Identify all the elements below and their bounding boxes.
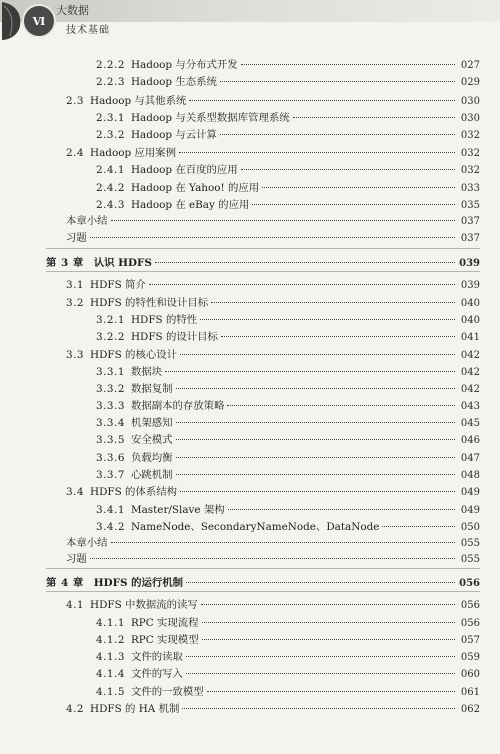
toc-entry-title: Hadoop 在 eBay 的应用 (130, 199, 250, 211)
toc-entry-page: 030 (460, 113, 480, 124)
toc-entry-page: 056 (459, 578, 480, 589)
dot-leader (221, 336, 455, 337)
toc-entry-page: 037 (460, 216, 480, 227)
toc-entry (66, 550, 480, 566)
toc-entry-title: RPC 实现模型 (130, 634, 199, 646)
dot-leader (201, 604, 455, 605)
toc-entry-title: HDFS 的 HA 机制 (90, 703, 180, 715)
toc-entry-title: NameNode、SecondaryNameNode、DataNode (130, 521, 380, 533)
toc-entry (66, 276, 480, 292)
toc-entry-number: 2.4.1 (96, 164, 125, 176)
toc-entry-number: 3.3.1 (96, 366, 125, 378)
toc-entry-title: 文件的读取 (130, 651, 183, 663)
toc-entry-number: 3.3.5 (96, 434, 125, 446)
toc-entry-title: HDFS 的特性和设计目标 (90, 297, 209, 309)
dot-leader (211, 302, 455, 303)
dot-leader (227, 405, 455, 406)
toc-entry (96, 109, 480, 125)
chapter-divider (46, 271, 480, 272)
toc-entry-page: 037 (460, 233, 480, 244)
dot-leader (165, 371, 455, 372)
toc-entry-page: 060 (460, 669, 480, 680)
dot-leader (186, 673, 455, 674)
toc-entry-page: 057 (460, 635, 480, 646)
toc-entry-page: 056 (460, 600, 480, 611)
toc-entry-number: 2.3.2 (96, 129, 125, 141)
toc-entry-number: 2.4 (66, 147, 85, 159)
toc-entry (96, 196, 480, 212)
toc-entry-page: 056 (460, 618, 480, 629)
dot-leader (262, 187, 455, 188)
dot-leader (182, 708, 455, 709)
toc-entry-number: 3.3.6 (96, 452, 125, 464)
dot-leader (202, 639, 455, 640)
toc-entry-page: 046 (460, 435, 480, 446)
toc-entry-page: 030 (460, 96, 480, 107)
toc-entry (66, 700, 480, 716)
toc-entry-number: 第 3 章 (46, 257, 84, 269)
toc-entry (66, 212, 480, 228)
toc-entry (96, 683, 480, 699)
dot-leader (207, 691, 455, 692)
dot-leader (180, 491, 455, 492)
toc-entry (66, 596, 480, 612)
toc-entry-page: 042 (460, 350, 480, 361)
toc-entry-page: 042 (460, 384, 480, 395)
toc-entry (96, 179, 480, 195)
toc-entry-page: 039 (460, 280, 480, 291)
toc-entry (96, 380, 480, 396)
toc-entry-page: 032 (460, 165, 480, 176)
toc-entry-title: HDFS 的特性 (130, 314, 198, 326)
toc-entry-title: HDFS 的设计目标 (130, 331, 218, 343)
dot-leader (220, 134, 455, 135)
toc-entry-title: Hadoop 在百度的应用 (130, 164, 238, 176)
dot-leader (382, 526, 455, 527)
toc-entry-page: 055 (460, 538, 480, 549)
toc-entry (66, 92, 480, 108)
toc-entry-title: 数据复制 (130, 383, 173, 395)
toc-entry (96, 56, 480, 72)
dot-leader (176, 388, 455, 389)
toc-entry-title: 安全模式 (130, 434, 173, 446)
dot-leader (220, 81, 455, 82)
dot-leader (90, 558, 455, 559)
toc-entry-title: HDFS 中数据流的读写 (90, 599, 198, 611)
toc-entry-number: 3.4.2 (96, 521, 125, 533)
toc-entry-number: 3.3.2 (96, 383, 125, 395)
dot-leader (155, 262, 455, 263)
toc-entry-page: 043 (460, 401, 480, 412)
toc-entry-title: HDFS 的体系结构 (90, 486, 178, 498)
toc-entry-page: 040 (460, 298, 480, 309)
dot-leader (179, 152, 455, 153)
toc-entry-number: 3.3.4 (96, 417, 125, 429)
dot-leader (176, 457, 455, 458)
toc-entry (96, 431, 480, 447)
toc-entry-title: Master/Slave 架构 (130, 504, 225, 516)
toc-entry-number: 3.4 (66, 486, 85, 498)
toc-entry-title: 数据块 (130, 366, 163, 378)
toc-entry-page: 042 (460, 367, 480, 378)
toc-entry-page: 062 (460, 704, 480, 715)
toc-entry-number: 2.2.3 (96, 76, 125, 88)
toc-entry (96, 414, 480, 430)
toc-entry-title: 负载均衡 (130, 452, 173, 464)
toc-entry-page: 039 (459, 258, 480, 269)
toc-entry-number: 3.2 (66, 297, 85, 309)
toc-entry-number: 3.2.1 (96, 314, 125, 326)
toc-entry-page: 027 (460, 60, 480, 71)
dot-leader (293, 117, 455, 118)
toc-entry-number: 2.2.2 (96, 59, 125, 71)
toc-entry-page: 029 (460, 77, 480, 88)
toc-entry-title: RPC 实现流程 (130, 617, 199, 629)
toc-entry-number: 3.3.3 (96, 400, 125, 412)
toc-entry-title: Hadoop 与其他系统 (90, 95, 187, 107)
toc-entry (96, 311, 480, 327)
toc-entry-page: 050 (460, 522, 480, 533)
toc-entry-title: 本章小结 (66, 537, 108, 549)
toc-entry-page: 048 (460, 470, 480, 481)
toc-entry-page: 045 (460, 418, 480, 429)
toc-entry (96, 648, 480, 664)
toc-entry-title: Hadoop 与分布式开发 (130, 59, 238, 71)
toc-entry-number: 2.4.3 (96, 199, 125, 211)
toc-entry (96, 665, 480, 681)
dot-leader (111, 542, 455, 543)
toc-entry (66, 534, 480, 550)
toc-entry-title: 本章小结 (66, 215, 108, 227)
toc-entry (66, 346, 480, 362)
toc-entry-number: 4.2 (66, 703, 85, 715)
dot-leader (176, 422, 455, 423)
toc-entry-title: 机架感知 (130, 417, 173, 429)
dot-leader (189, 100, 455, 101)
dot-leader (241, 64, 455, 65)
dot-leader (200, 319, 455, 320)
toc-entry-number: 4.1.1 (96, 617, 125, 629)
toc-entry-number: 4.1.2 (96, 634, 125, 646)
toc-entry (66, 483, 480, 499)
toc-entry-number: 2.3.1 (96, 112, 125, 124)
dot-leader (111, 220, 455, 221)
toc-entry (66, 294, 480, 310)
dot-leader (228, 509, 455, 510)
toc-entry-title: 认识 HDFS (93, 257, 152, 269)
toc-entry-number: 3.2.2 (96, 331, 125, 343)
toc-entry-page: 049 (460, 487, 480, 498)
toc-entry-page: 047 (460, 453, 480, 464)
toc-entry-page: 032 (460, 130, 480, 141)
toc-entry-number: 4.1 (66, 599, 85, 611)
toc-entry-page: 033 (460, 183, 480, 194)
toc-entry-number: 2.3 (66, 95, 85, 107)
toc-entry-title: HDFS 简介 (90, 279, 146, 291)
chapter-divider (46, 591, 480, 592)
dot-leader (186, 582, 455, 583)
dot-leader (176, 439, 455, 440)
toc-entry-page: 061 (460, 687, 480, 698)
toc-entry (96, 631, 480, 647)
toc-entry-title: HDFS 的运行机制 (93, 577, 184, 589)
toc-entry-number: 4.1.4 (96, 668, 125, 680)
toc-entry-page: 059 (460, 652, 480, 663)
chapter-divider (46, 248, 480, 249)
toc-entry-title: 文件的一致模型 (130, 686, 204, 698)
toc-entry (96, 614, 480, 630)
toc-entry (96, 397, 480, 413)
toc-entry (96, 466, 480, 482)
dot-leader (149, 284, 455, 285)
page-header (0, 0, 500, 40)
toc-entry (96, 449, 480, 465)
dot-leader (186, 656, 455, 657)
toc-entry-title: Hadoop 与关系型数据库管理系统 (130, 112, 290, 124)
toc-entry-page: 041 (460, 332, 480, 343)
toc-entry (96, 73, 480, 89)
toc-entry (66, 144, 480, 160)
toc-chapter-entry (46, 574, 480, 590)
toc-entry-title: 习题 (66, 232, 87, 244)
toc-entry-title: 心跳机制 (130, 469, 173, 481)
toc-entry-number: 第 4 章 (46, 577, 84, 589)
toc-entry-page: 055 (460, 554, 480, 565)
toc-chapter-entry (46, 254, 480, 270)
toc-entry-page: 032 (460, 148, 480, 159)
toc-entry-number: 2.4.2 (96, 182, 125, 194)
toc-entry (96, 363, 480, 379)
book-name: 技术基础 (66, 25, 110, 36)
toc-entry (96, 161, 480, 177)
dot-leader (241, 169, 455, 170)
series-name: 大数据 (56, 4, 89, 17)
dot-leader (176, 474, 455, 475)
chapter-divider (46, 568, 480, 569)
toc-entry-number: 4.1.3 (96, 651, 125, 663)
toc-entry (96, 328, 480, 344)
toc-entry-page: 035 (460, 200, 480, 211)
toc-entry-number: 3.1 (66, 279, 85, 291)
toc-entry-title: Hadoop 生态系统 (130, 76, 217, 88)
toc-entry (96, 126, 480, 142)
toc-entry-title: 习题 (66, 553, 87, 565)
toc-entry (96, 501, 480, 517)
toc-entry-page: 040 (460, 315, 480, 326)
dot-leader (180, 354, 455, 355)
toc-entry-title: Hadoop 与云计算 (130, 129, 217, 141)
toc-entry-title: 文件的写入 (130, 668, 183, 680)
toc-entry (66, 229, 480, 245)
dot-leader (202, 622, 455, 623)
toc-entry-number: 3.4.1 (96, 504, 125, 516)
toc-entry (96, 518, 480, 534)
toc-entry-title: Hadoop 在 Yahoo! 的应用 (130, 182, 260, 194)
toc-entry-number: 3.3 (66, 349, 85, 361)
page-number-badge: Ⅵ (22, 4, 56, 38)
dot-leader (90, 237, 455, 238)
toc-entry-number: 4.1.5 (96, 686, 125, 698)
toc-entry-number: 3.3.7 (96, 469, 125, 481)
toc-entry-title: HDFS 的核心设计 (90, 349, 178, 361)
dot-leader (252, 204, 455, 205)
toc-entry-title: 数据副本的存放策略 (130, 400, 225, 412)
toc-entry-page: 049 (460, 505, 480, 516)
toc-entry-title: Hadoop 应用案例 (90, 147, 176, 159)
